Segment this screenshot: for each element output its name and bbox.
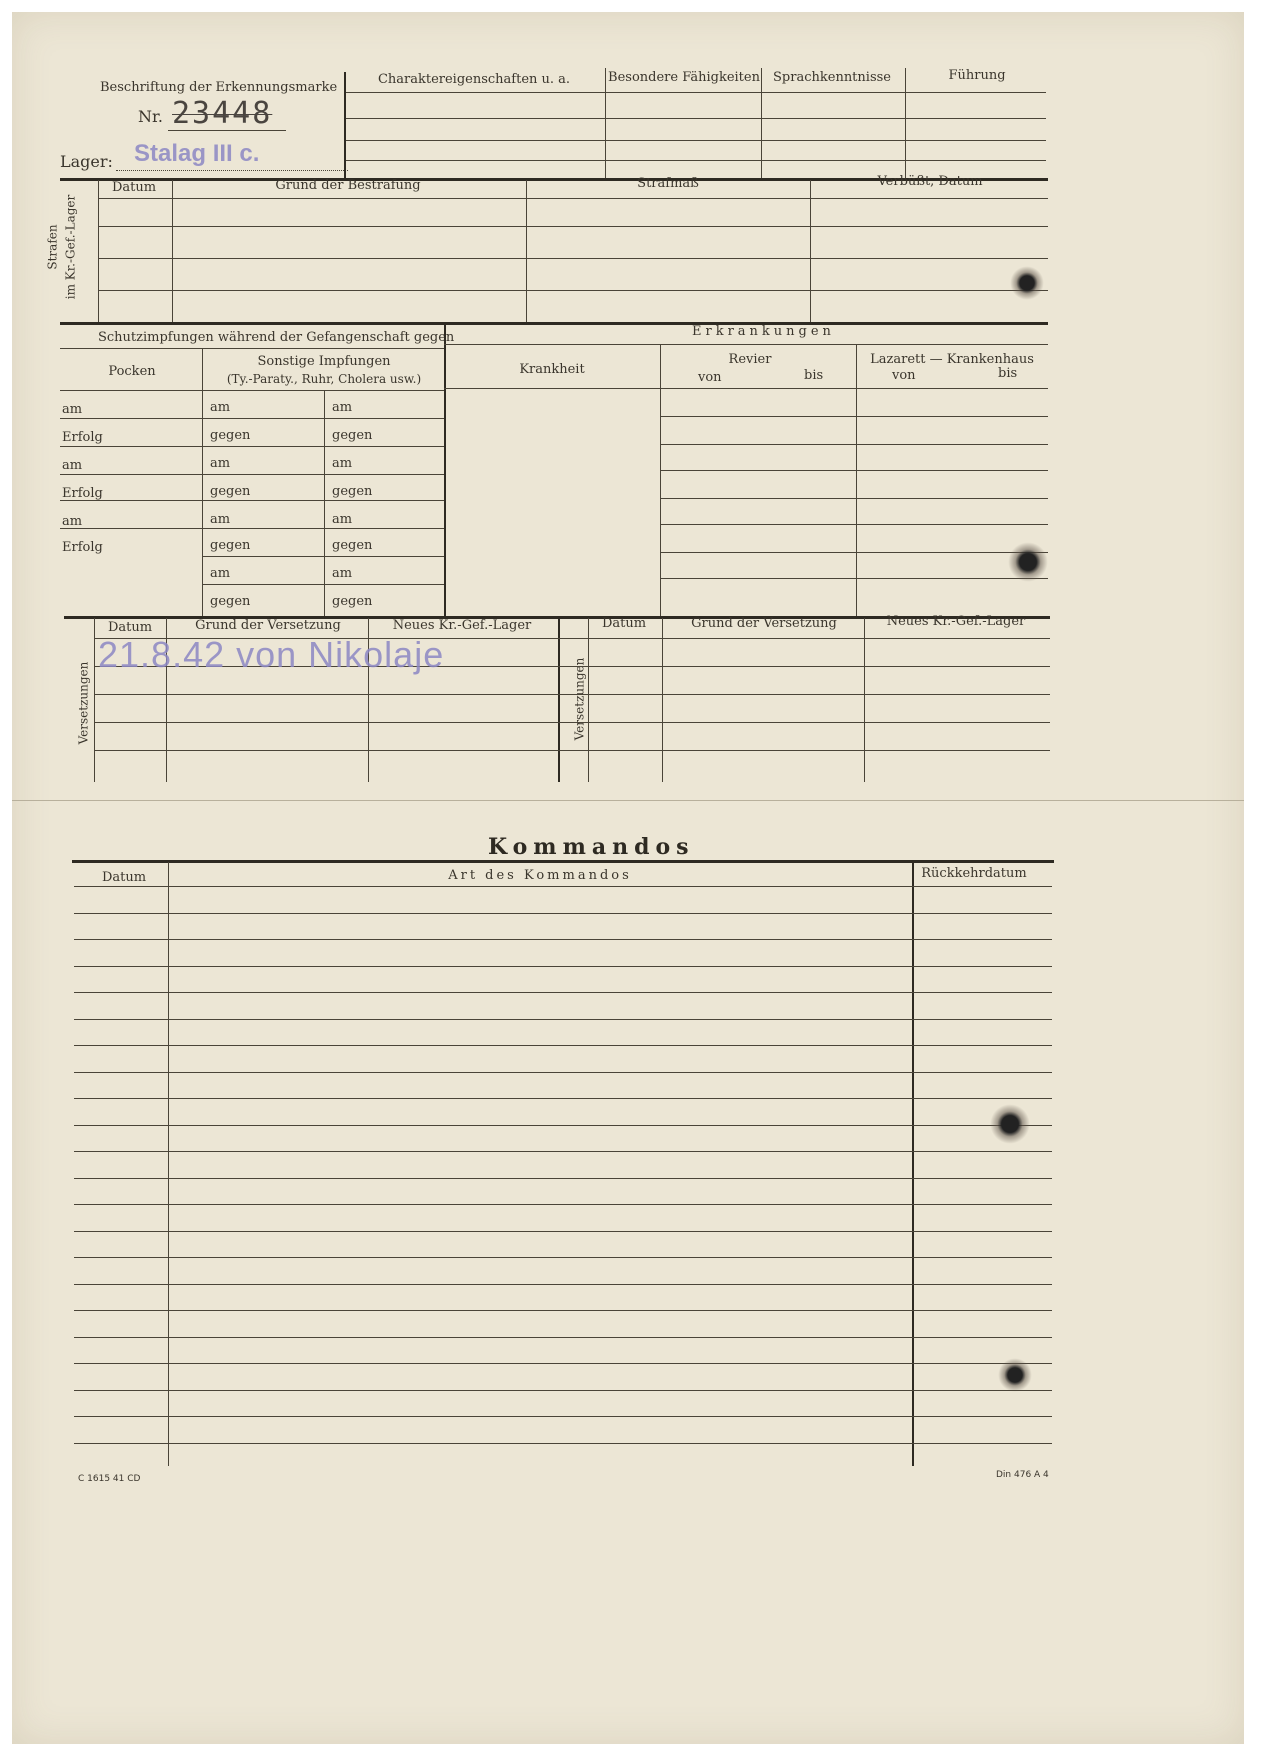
versetzung-stamp: 21.8.42 von Nikolaje	[98, 634, 445, 675]
revier-header: Revier	[728, 352, 772, 367]
vers-header-grund-right: Grund der Versetzung	[691, 616, 837, 631]
row-line	[346, 92, 1046, 93]
col-line	[905, 68, 906, 178]
row-line	[346, 160, 1046, 161]
row-line	[660, 416, 1048, 417]
impf-row-label: am	[62, 514, 83, 529]
kommandos-header-rueckkehr: Rückkehrdatum	[921, 866, 1027, 881]
row-line	[202, 556, 444, 557]
strafen-header-grund: Grund der Bestrafung	[275, 178, 421, 193]
row-line	[98, 258, 1048, 259]
kommandos-row-line	[74, 1204, 1052, 1205]
header-faehigkeiten: Besondere Fähigkeiten	[608, 70, 760, 85]
sonstige-header-1: Sonstige Impfungen	[257, 354, 391, 369]
sonstige-gegen: gegen	[332, 538, 373, 553]
col-line	[588, 618, 589, 782]
col-line	[864, 618, 865, 782]
kommandos-row-line	[74, 939, 1052, 940]
sonstige-gegen: gegen	[332, 594, 373, 609]
row-line	[60, 500, 444, 501]
lazarett-bis: bis	[998, 366, 1018, 381]
kommandos-row-line	[74, 1443, 1052, 1444]
tag-heading: Beschriftung der Erkennungsmarke	[100, 80, 338, 95]
nr-value: 23448	[172, 96, 273, 131]
col-line	[94, 618, 95, 782]
kommandos-row-line	[74, 992, 1052, 993]
col-line	[202, 348, 203, 618]
kommandos-row-line	[74, 1072, 1052, 1073]
punch-hole	[1010, 266, 1044, 300]
row-line	[94, 722, 1050, 723]
sonstige-gegen: gegen	[210, 484, 251, 499]
sonstige-gegen: gegen	[332, 484, 373, 499]
strafen-header-strafmass: Strafmaß	[637, 176, 699, 191]
lazarett-von: von	[892, 368, 916, 383]
sonstige-am: am	[332, 456, 353, 471]
strafen-header-datum: Datum	[111, 180, 157, 195]
kommandos-row-line	[74, 913, 1052, 914]
row-line	[94, 694, 1050, 695]
nr-label: Nr.	[138, 107, 163, 126]
row-line	[60, 446, 444, 447]
row-line	[346, 140, 1046, 141]
impf-row-label: am	[62, 458, 83, 473]
impfungen-heading: Schutzimpfungen während der Gefangenschaft gegen	[98, 330, 455, 345]
fold-line	[12, 800, 1244, 801]
top-divider	[344, 72, 346, 178]
kommandos-row-line	[74, 1045, 1052, 1046]
kommandos-top-rule	[72, 860, 1054, 863]
versetzungen-side-label-left: Versetzungen	[76, 661, 91, 745]
sonstige-header-2: (Ty.-Paraty., Ruhr, Cholera usw.)	[226, 372, 422, 386]
footer-right: Din 476 A 4	[996, 1470, 1049, 1480]
punch-hole	[998, 1358, 1032, 1392]
row-line	[660, 444, 1048, 445]
row-line	[346, 118, 1046, 119]
kommandos-header-datum: Datum	[101, 870, 147, 885]
col-line	[605, 68, 606, 178]
pocken-header: Pocken	[108, 364, 156, 379]
sonstige-gegen: gegen	[210, 538, 251, 553]
document-sheet	[12, 12, 1244, 1744]
row-line	[202, 584, 444, 585]
versetzungen-side-label-right: Versetzungen	[572, 657, 587, 741]
col-line	[660, 344, 661, 618]
lazarett-header: Lazarett — Krankenhaus	[870, 352, 1034, 367]
vers-header-grund-left: Grund der Versetzung	[195, 618, 341, 633]
row-line	[60, 348, 444, 349]
col-line	[168, 862, 169, 1466]
sonstige-am: am	[210, 456, 231, 471]
row-line	[660, 470, 1048, 471]
kommandos-row-line	[74, 1231, 1052, 1232]
kommandos-row-line	[74, 1310, 1052, 1311]
lager-underline	[116, 170, 348, 171]
revier-bis: bis	[804, 368, 824, 383]
sonstige-gegen: gegen	[210, 594, 251, 609]
col-line	[662, 618, 663, 782]
erkrankungen-heading: Erkrankungen	[692, 324, 835, 339]
sonstige-gegen: gegen	[210, 428, 251, 443]
header-charakter: Charaktereigenschaften u. a.	[377, 72, 571, 87]
revier-von: von	[698, 370, 722, 385]
impf-row-label: Erfolg	[62, 540, 103, 555]
kommandos-row-line	[74, 1098, 1052, 1099]
row-line	[98, 290, 1048, 291]
krankheit-header: Krankheit	[519, 362, 585, 377]
header-sprachen: Sprachkenntnisse	[773, 70, 891, 85]
sonstige-gegen: gegen	[332, 428, 373, 443]
impf-erkr-divider	[444, 322, 446, 618]
kommandos-row-line	[74, 1416, 1052, 1417]
row-line	[660, 578, 1048, 579]
vers-header-lager-right: Neues Kr.-Gef.-Lager	[886, 614, 1026, 629]
kommandos-row-line	[74, 1390, 1052, 1391]
sonstige-am: am	[210, 512, 231, 527]
row-line	[60, 390, 444, 391]
row-line	[444, 388, 1048, 389]
kommandos-row-line	[74, 966, 1052, 967]
kommandos-row-line	[74, 1337, 1052, 1338]
vers-header-lager-left: Neues Kr.-Gef.-Lager	[392, 618, 532, 633]
col-line	[558, 618, 560, 782]
impf-row-label: Erfolg	[62, 430, 103, 445]
sonstige-am: am	[332, 512, 353, 527]
row-line	[98, 226, 1048, 227]
kommandos-title: Kommandos	[488, 834, 695, 860]
kommandos-row-line	[74, 1178, 1052, 1179]
col-line	[912, 862, 914, 1466]
kommandos-row-line	[74, 1019, 1052, 1020]
section-rule	[60, 322, 1048, 325]
punch-hole	[990, 1104, 1030, 1144]
impf-row-label: am	[62, 402, 83, 417]
row-line	[444, 344, 1048, 345]
row-line	[660, 498, 1048, 499]
row-line	[60, 474, 444, 475]
impf-row-label: Erfolg	[62, 486, 103, 501]
row-line	[660, 552, 1048, 553]
col-line	[526, 180, 527, 322]
kommandos-row-line	[74, 1284, 1052, 1285]
row-line	[98, 198, 1048, 199]
kommandos-header-art: Art des Kommandos	[448, 868, 632, 883]
kommandos-row-line	[74, 1125, 1052, 1126]
vers-header-datum-right: Datum	[601, 616, 647, 631]
strafen-side-label-2: im Kr.-Gef.-Lager	[63, 194, 78, 300]
lager-stamp: Stalag III c.	[134, 140, 260, 167]
kommandos-row-line	[74, 886, 1052, 887]
sonstige-am: am	[332, 566, 353, 581]
sonstige-am: am	[332, 400, 353, 415]
sonstige-am: am	[210, 400, 231, 415]
kommandos-row-line	[74, 1363, 1052, 1364]
col-line	[856, 344, 857, 618]
row-line	[660, 524, 1048, 525]
col-line	[172, 180, 173, 322]
vers-header-datum-left: Datum	[107, 620, 153, 635]
row-line	[60, 418, 444, 419]
col-line	[761, 68, 762, 178]
punch-hole	[1008, 542, 1048, 582]
strafen-header-verbuesst: Verbüßt, Datum	[877, 174, 983, 189]
kommandos-row-line	[74, 1151, 1052, 1152]
strafen-side-label-1: Strafen	[45, 224, 60, 270]
row-line	[60, 528, 444, 529]
row-line	[94, 750, 1050, 751]
kommandos-row-line	[74, 1257, 1052, 1258]
header-fuehrung: Führung	[948, 68, 1006, 83]
nr-underline	[168, 130, 286, 131]
col-line	[98, 180, 99, 322]
footer-left: C 1615 41 CD	[78, 1474, 141, 1484]
sonstige-am: am	[210, 566, 231, 581]
col-line	[810, 180, 811, 322]
lager-label: Lager:	[60, 152, 113, 171]
